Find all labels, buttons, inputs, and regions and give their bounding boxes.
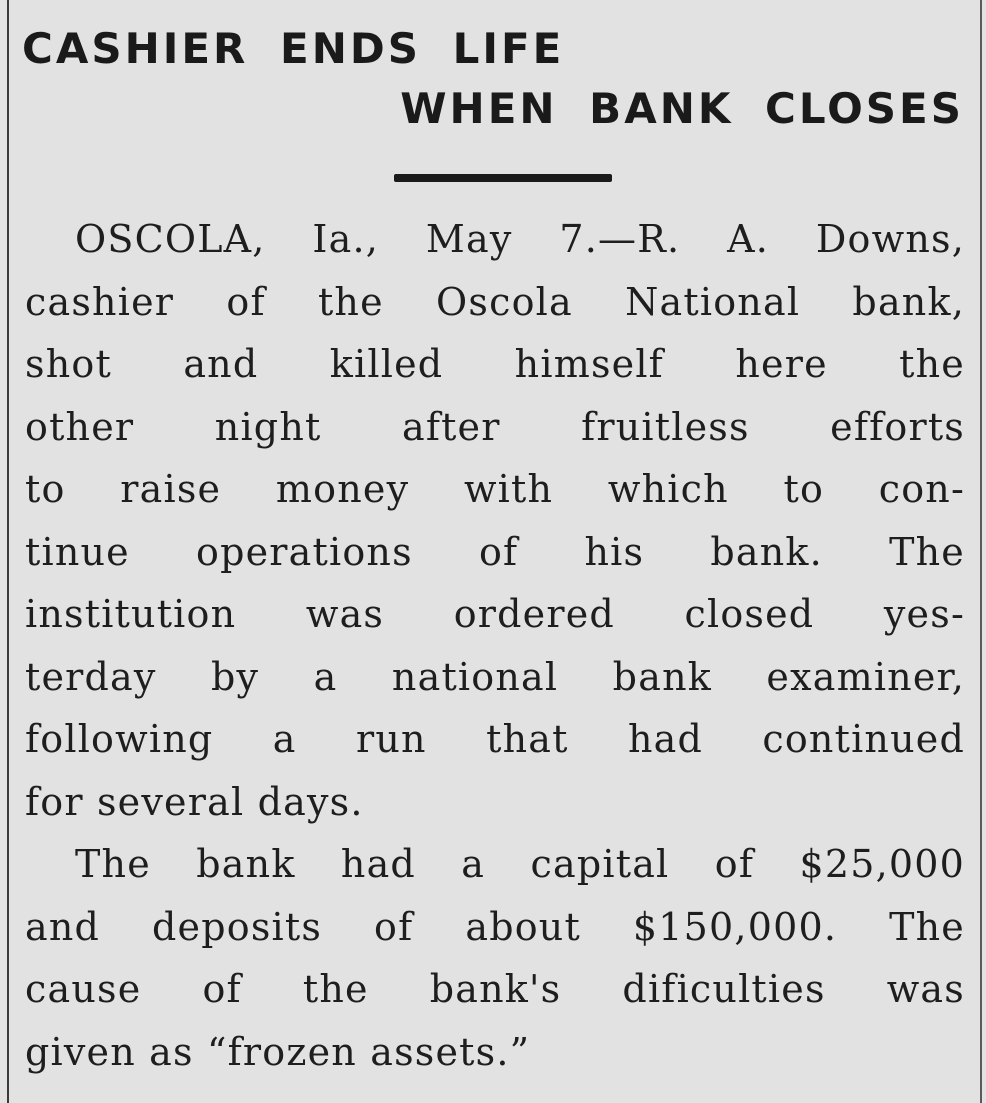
body-line: for several days. bbox=[25, 779, 364, 824]
headline-line-1: CASHIER ENDS LIFE bbox=[22, 24, 565, 73]
headline-divider bbox=[394, 174, 612, 182]
body-line: institution was ordered closed yes- bbox=[25, 592, 965, 636]
body-line: following a run that had continued bbox=[25, 717, 965, 761]
body-line: shot and killed himself here the bbox=[25, 342, 965, 386]
article-body bbox=[25, 208, 965, 1083]
body-line: OSCOLA, Ia., May 7.—R. A. Downs, bbox=[75, 217, 965, 261]
headline-line-2: WHEN BANK CLOSES bbox=[400, 84, 964, 133]
column-rule-right bbox=[980, 0, 982, 1103]
body-line: terday by a national bank examiner, bbox=[25, 654, 965, 699]
body-line: and deposits of about $150,000. The bbox=[25, 904, 965, 949]
body-line: other night after fruitless efforts bbox=[25, 404, 965, 449]
body-line: cashier of the Oscola National bank, bbox=[25, 279, 965, 324]
body-line: cause of the bank's dificulties was bbox=[25, 967, 965, 1011]
body-line: The bank had a capital of $25,000 bbox=[75, 842, 965, 886]
column-rule-left bbox=[7, 0, 9, 1103]
body-line: tinue operations of his bank. The bbox=[25, 529, 965, 574]
body-line: to raise money with which to con- bbox=[25, 467, 965, 511]
body-line: given as “frozen assets.” bbox=[25, 1029, 531, 1074]
